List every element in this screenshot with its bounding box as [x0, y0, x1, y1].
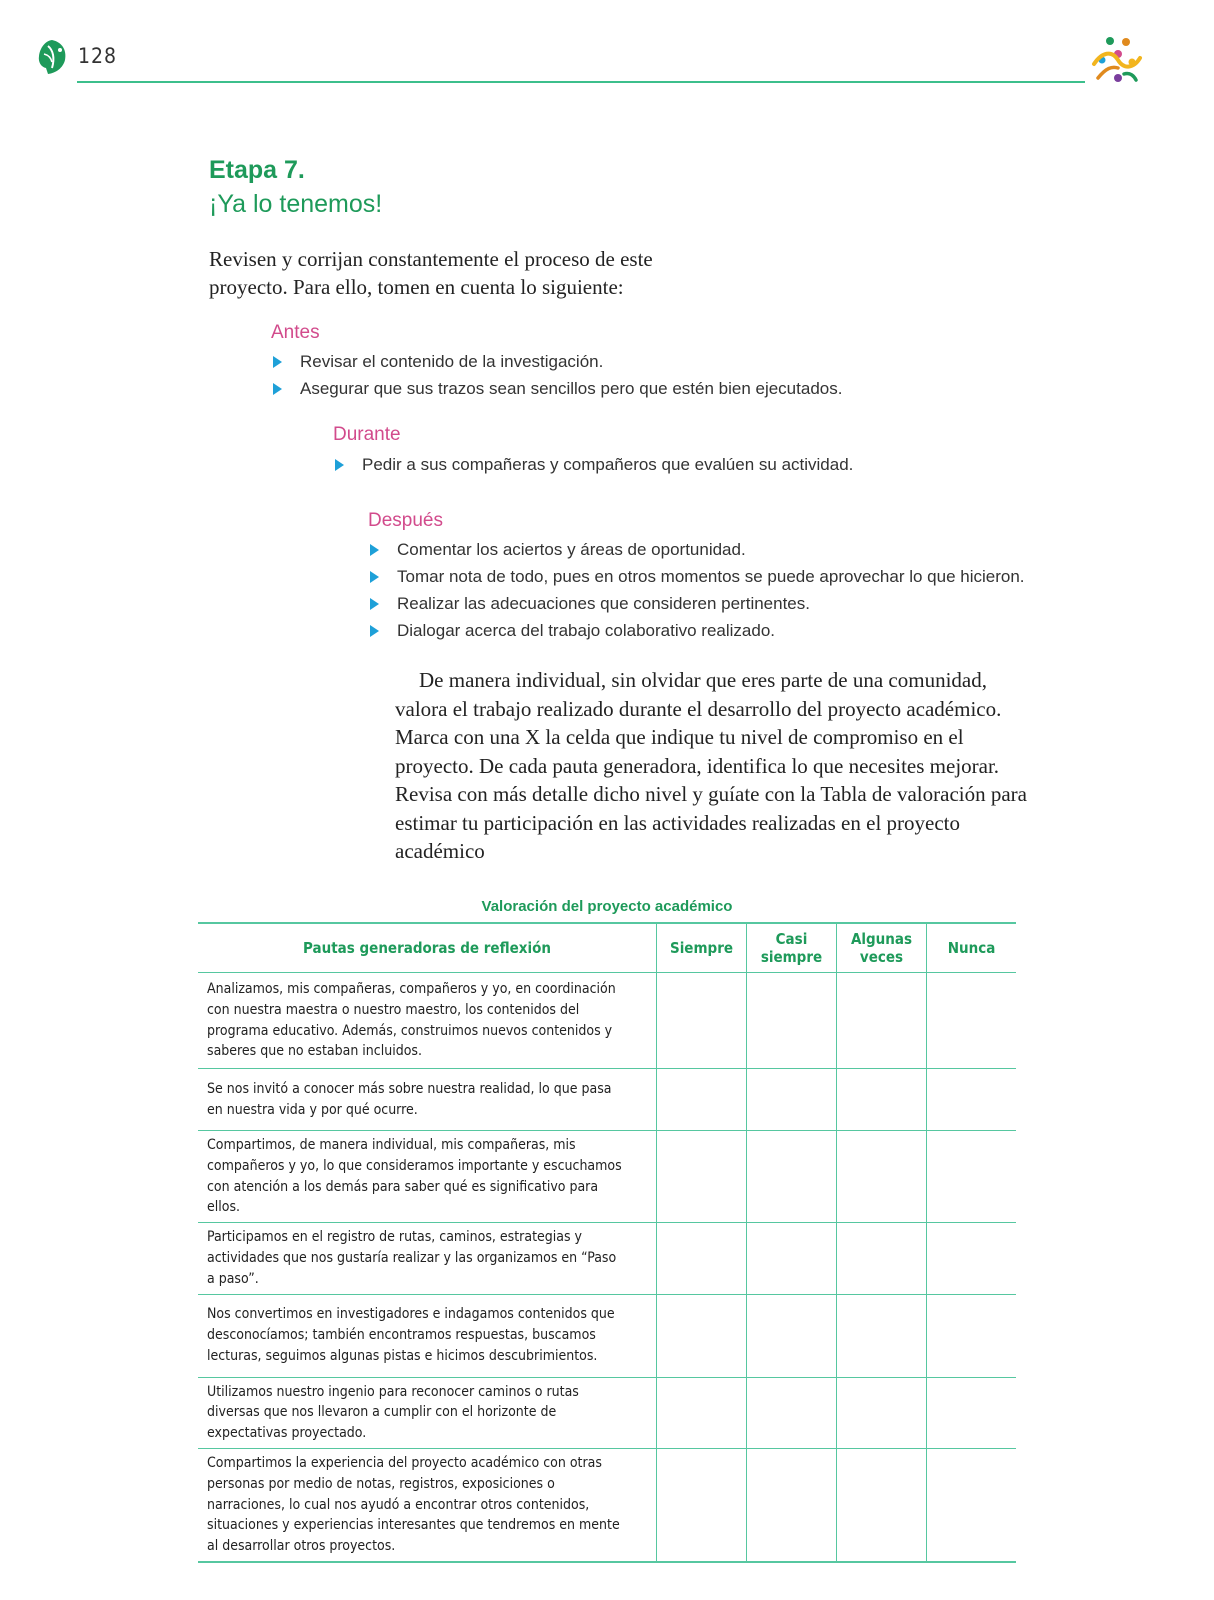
cell-casi-siempre[interactable]	[747, 1131, 837, 1223]
table-row	[198, 973, 1016, 1069]
cell-nunca[interactable]	[927, 1223, 1017, 1294]
cell-algunas-veces[interactable]	[837, 1377, 927, 1448]
list-item: Tomar nota de todo, pues en otros momentos se puede aprovechar lo que hicieron.	[368, 563, 1025, 590]
table-row	[198, 1223, 1016, 1294]
header-criteria: Pautas generadoras de reflexión	[198, 923, 657, 973]
leaf-head-icon	[36, 38, 68, 76]
phase-label-antes: Antes	[271, 322, 320, 343]
cell-algunas-veces[interactable]	[837, 1223, 927, 1294]
criteria-text: Nos convertimos en investigadores e indagamos contenidos que desconocíamos; también encontramos respuestas, buscamos lecturas, seguimos algunas pistas e hicimos descubrimientos.	[198, 1294, 657, 1377]
phase-label-despues: Después	[368, 510, 443, 531]
criteria-text: Analizamos, mis compañeras, compañeros y yo, en coordinación con nuestra maestra o nuestro maestro, los contenidos del programa educativo. Además, construimos nuevos contenidos y saberes que no estaban incluidos.	[198, 973, 657, 1069]
phase-label-durante: Durante	[333, 424, 401, 445]
cell-casi-siempre[interactable]	[747, 1223, 837, 1294]
criteria-text: Utilizamos nuestro ingenio para reconocer caminos o rutas diversas que nos llevaron a cumplir con el horizonte de expectativas proyectado.	[198, 1377, 657, 1448]
cell-siempre[interactable]	[657, 973, 747, 1069]
list-item: Comentar los aciertos y áreas de oportunidad.	[368, 536, 1025, 563]
cell-siempre[interactable]	[657, 1131, 747, 1223]
criteria-text: Se nos invitó a conocer más sobre nuestra realidad, lo que pasa en nuestra vida y por qué ocurre.	[198, 1069, 657, 1131]
arrow-bullet-icon	[370, 544, 379, 556]
arrow-bullet-icon	[370, 625, 379, 637]
individual-paragraph: De manera individual, sin olvidar que eres parte de una comunidad, valora el trabajo realizado durante el desarrollo del proyecto académico. Marca con una X la celda que indique tu nivel de compromiso en el proyecto. De cada pauta generadora, identifica lo que necesites mejorar. Revisa con más detalle dicho nivel y guíate con la Tabla de valoración para estimar tu participación en las actividades realizadas en el proyecto académico	[395, 668, 1027, 863]
list-item: Dialogar acerca del trabajo colaborativo realizado.	[368, 617, 1025, 644]
evaluation-table	[198, 922, 1016, 1563]
stage-title: Etapa 7.	[209, 156, 305, 184]
cell-casi-siempre[interactable]	[747, 1377, 837, 1448]
header-algunas-veces: Algunas veces	[837, 923, 927, 973]
table-caption: Valoración del proyecto académico	[481, 898, 733, 915]
cell-nunca[interactable]	[927, 1448, 1017, 1561]
community-logo-icon	[1088, 34, 1144, 86]
cell-algunas-veces[interactable]	[837, 1294, 927, 1377]
cell-algunas-veces[interactable]	[837, 1069, 927, 1131]
cell-siempre[interactable]	[657, 1448, 747, 1561]
cell-algunas-veces[interactable]	[837, 1131, 927, 1223]
cell-casi-siempre[interactable]	[747, 973, 837, 1069]
criteria-text: Compartimos, de manera individual, mis compañeras, mis compañeros y yo, lo que consideramos importante y escuchamos con atención a los demás para saber qué es significativo para ellos.	[198, 1131, 657, 1223]
criteria-text: Participamos en el registro de rutas, caminos, estrategias y actividades que nos gustaría realizar y las organizamos en “Paso a paso”.	[198, 1223, 657, 1294]
header-siempre: Siempre	[657, 923, 747, 973]
cell-nunca[interactable]	[927, 1377, 1017, 1448]
bullet-list-despues	[368, 536, 1025, 644]
bullet-list-durante	[333, 451, 853, 478]
individual-instructions	[395, 666, 1035, 866]
cell-casi-siempre[interactable]	[747, 1448, 837, 1561]
table-row	[198, 1448, 1016, 1561]
table-row	[198, 1294, 1016, 1377]
arrow-bullet-icon	[370, 598, 379, 610]
header-casi-siempre: Casi siempre	[747, 923, 837, 973]
cell-siempre[interactable]	[657, 1377, 747, 1448]
table-row	[198, 1069, 1016, 1131]
list-item: Revisar el contenido de la investigación.	[271, 348, 842, 375]
list-item: Pedir a sus compañeras y compañeros que evalúen su actividad.	[333, 451, 853, 478]
intro-paragraph: Revisen y corrijan constantemente el proceso de este proyecto. Para ello, tomen en cuenta lo siguiente:	[209, 247, 653, 299]
page-number: 128	[78, 44, 118, 68]
arrow-bullet-icon	[273, 383, 282, 395]
cell-casi-siempre[interactable]	[747, 1069, 837, 1131]
header-nunca: Nunca	[927, 923, 1017, 973]
table-row	[198, 1377, 1016, 1448]
stage-subtitle: ¡Ya lo tenemos!	[209, 190, 383, 218]
criteria-text: Compartimos la experiencia del proyecto académico con otras personas por medio de notas, registros, exposiciones o narraciones, lo cual nos ayudó a encontrar otros contenidos, situaciones y experiencias interesantes que tendremos en mente al desarrollar otros proyectos.	[198, 1448, 657, 1561]
cell-nunca[interactable]	[927, 1069, 1017, 1131]
cell-casi-siempre[interactable]	[747, 1294, 837, 1377]
arrow-bullet-icon	[273, 356, 282, 368]
cell-siempre[interactable]	[657, 1294, 747, 1377]
header-rule	[77, 81, 1085, 83]
cell-siempre[interactable]	[657, 1223, 747, 1294]
cell-nunca[interactable]	[927, 973, 1017, 1069]
cell-nunca[interactable]	[927, 1131, 1017, 1223]
bullet-list-antes	[271, 348, 842, 402]
arrow-bullet-icon	[335, 459, 344, 471]
cell-algunas-veces[interactable]	[837, 1448, 927, 1561]
list-item: Asegurar que sus trazos sean sencillos pero que estén bien ejecutados.	[271, 375, 842, 402]
cell-algunas-veces[interactable]	[837, 973, 927, 1069]
arrow-bullet-icon	[370, 571, 379, 583]
table-header-row	[198, 923, 1016, 973]
cell-siempre[interactable]	[657, 1069, 747, 1131]
list-item: Realizar las adecuaciones que consideren pertinentes.	[368, 590, 1025, 617]
table-row	[198, 1131, 1016, 1223]
cell-nunca[interactable]	[927, 1294, 1017, 1377]
